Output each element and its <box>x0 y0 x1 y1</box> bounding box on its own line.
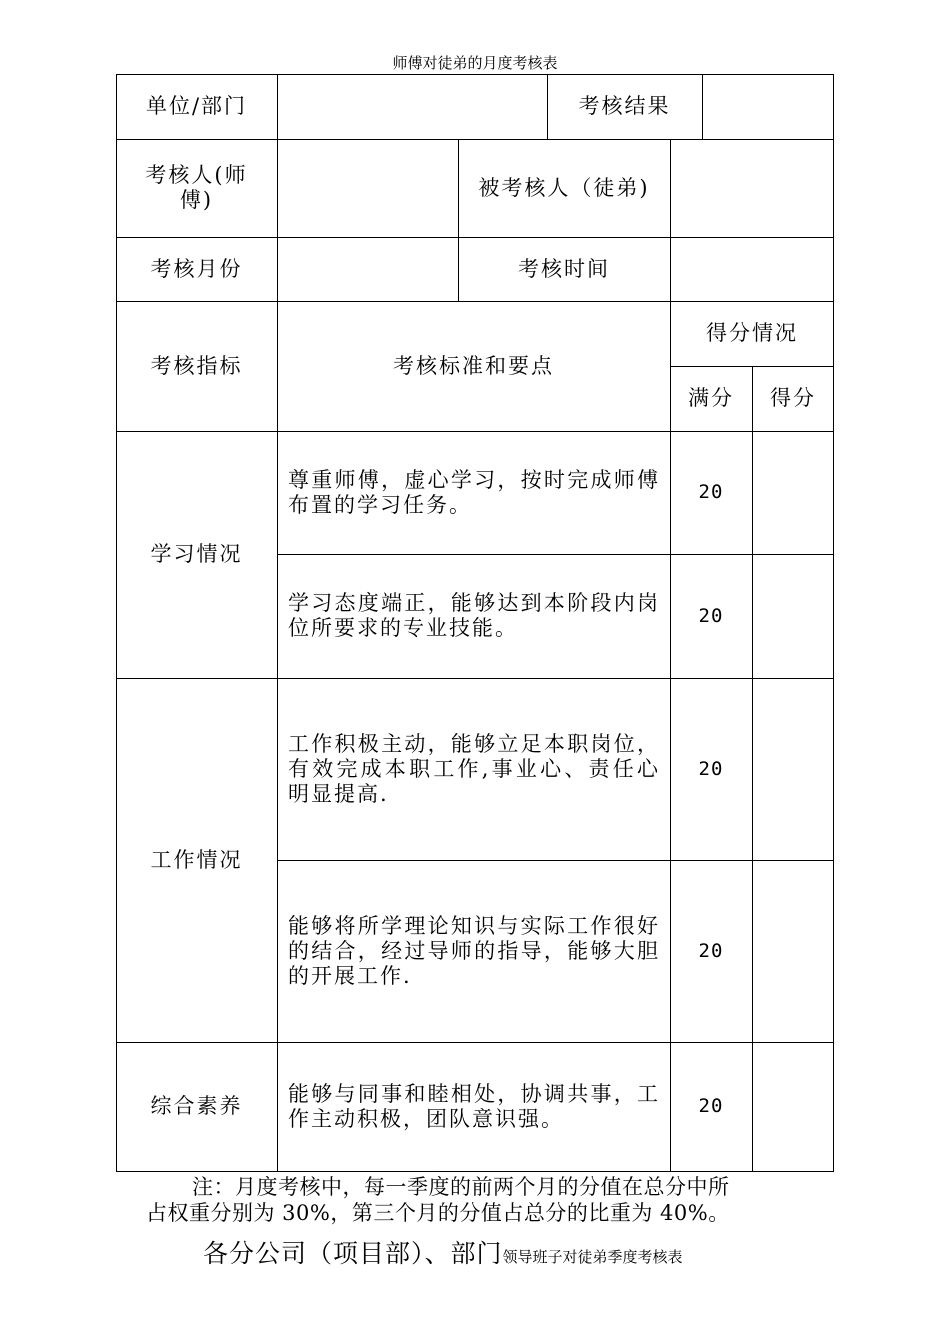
criterion-text: 能够将所学理论知识与实际工作很好的结合，经过导师的指导，能够大胆的开展工作. <box>288 913 660 988</box>
full-score-value: 20 <box>698 757 724 780</box>
page-title: 师傅对徒弟的月度考核表 <box>392 56 558 72</box>
assessment-table <box>116 74 834 1172</box>
indicator-header: 考核指标 <box>150 353 243 378</box>
criterion-text: 尊重师傅，虚心学习，按时完成师傅布置的学习任务。 <box>288 467 660 517</box>
section-label: 学习情况 <box>150 542 243 566</box>
apprentice-label: 被考核人（徒弟) <box>478 175 650 200</box>
unit-value <box>278 74 547 139</box>
footer-heading: 各分公司（项目部）、部门 <box>203 1239 503 1268</box>
month-label: 考核月份 <box>150 256 243 281</box>
score-header: 得分 <box>770 386 816 410</box>
full-score-header: 满分 <box>688 386 734 410</box>
note <box>146 1174 806 1226</box>
section-label: 工作情况 <box>150 847 243 872</box>
criterion-text: 学习态度端正，能够达到本阶段内岗位所要求的专业技能。 <box>288 591 660 640</box>
result-value <box>703 74 833 139</box>
footer-subtitle: 领导班子对徒弟季度考核表 <box>502 1250 683 1266</box>
unit-label: 单位/部门 <box>145 94 248 118</box>
score-group-header: 得分情况 <box>706 321 798 345</box>
note-line-2: 占权重分别为 30%，第三个月的分值占总分的比重为 40%。 <box>146 1201 730 1225</box>
criterion-text: 工作积极主动，能够立足本职岗位，有效完成本职工作,事业心、责任心明显提高. <box>288 731 660 806</box>
section-label: 综合素养 <box>150 1094 243 1118</box>
standard-header: 考核标准和要点 <box>393 353 554 378</box>
master-label: 考核人(师傅) <box>145 163 248 212</box>
result-label: 考核结果 <box>578 94 671 118</box>
footer-heading-block <box>203 1234 683 1270</box>
full-score-value: 20 <box>698 939 724 962</box>
note-line-1: 注：月度考核中，每一季度的前两个月的分值在总分中所 <box>192 1175 730 1199</box>
criterion-text: 能够与同事和睦相处，协调共事，工作主动积极，团队意识强。 <box>288 1081 660 1131</box>
time-label: 考核时间 <box>518 256 610 281</box>
full-score-value: 20 <box>698 481 724 503</box>
full-score-value: 20 <box>698 1095 724 1117</box>
full-score-value: 20 <box>698 604 724 627</box>
